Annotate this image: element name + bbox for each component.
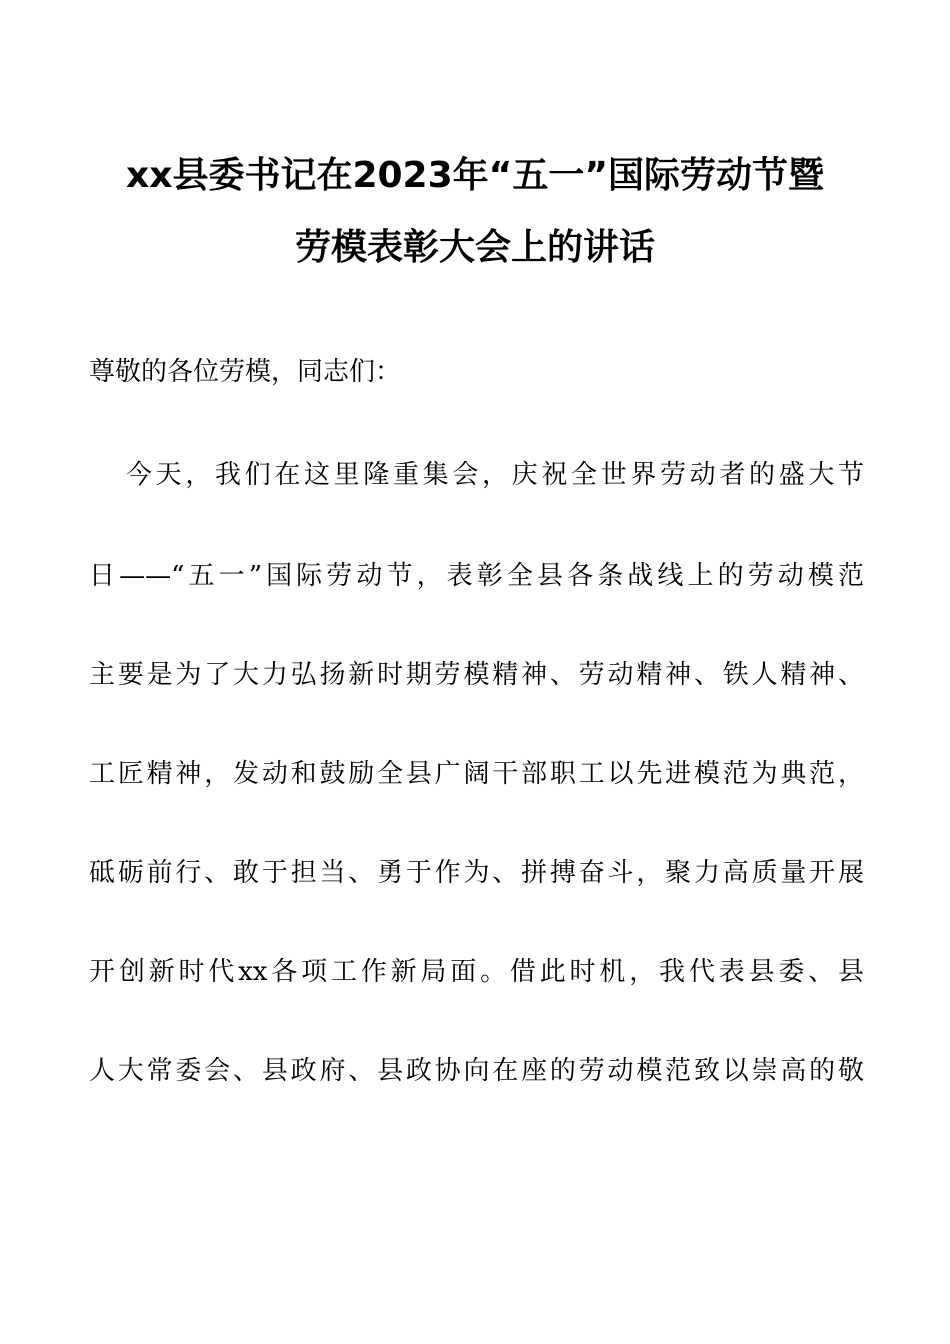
body-line-6: 开创新时代xx各项工作新局面。借此时机，我代表县委、县	[89, 957, 864, 987]
body-line-1: 今天，我们在这里隆重集会，庆祝全世界劳动者的盛大节	[126, 460, 864, 490]
body-line-5: 砥砺前行、敢于担当、勇于作为、拼搏奋斗，聚力高质量开展	[89, 858, 864, 888]
body-line-7: 人大常委会、县政府、县政协向在座的劳动模范致以崇高的敬	[89, 1056, 864, 1086]
document-title-line-1: xx县委书记在2023年“五一”国际劳动节暨	[126, 155, 824, 196]
document-title-line-2: 劳模表彰大会上的讲话	[294, 227, 655, 268]
body-line-4: 工匠精神，发动和鼓励全县广阔干部职工以先进模范为典范，	[89, 759, 864, 789]
body-line-2: 日——“五一”国际劳动节，表彰全县各条战线上的劳动模范	[89, 561, 864, 591]
salutation: 尊敬的各位劳模，同志们：	[89, 357, 402, 387]
body-line-3: 主要是为了大力弘扬新时期劳模精神、劳动精神、铁人精神、	[89, 660, 864, 690]
